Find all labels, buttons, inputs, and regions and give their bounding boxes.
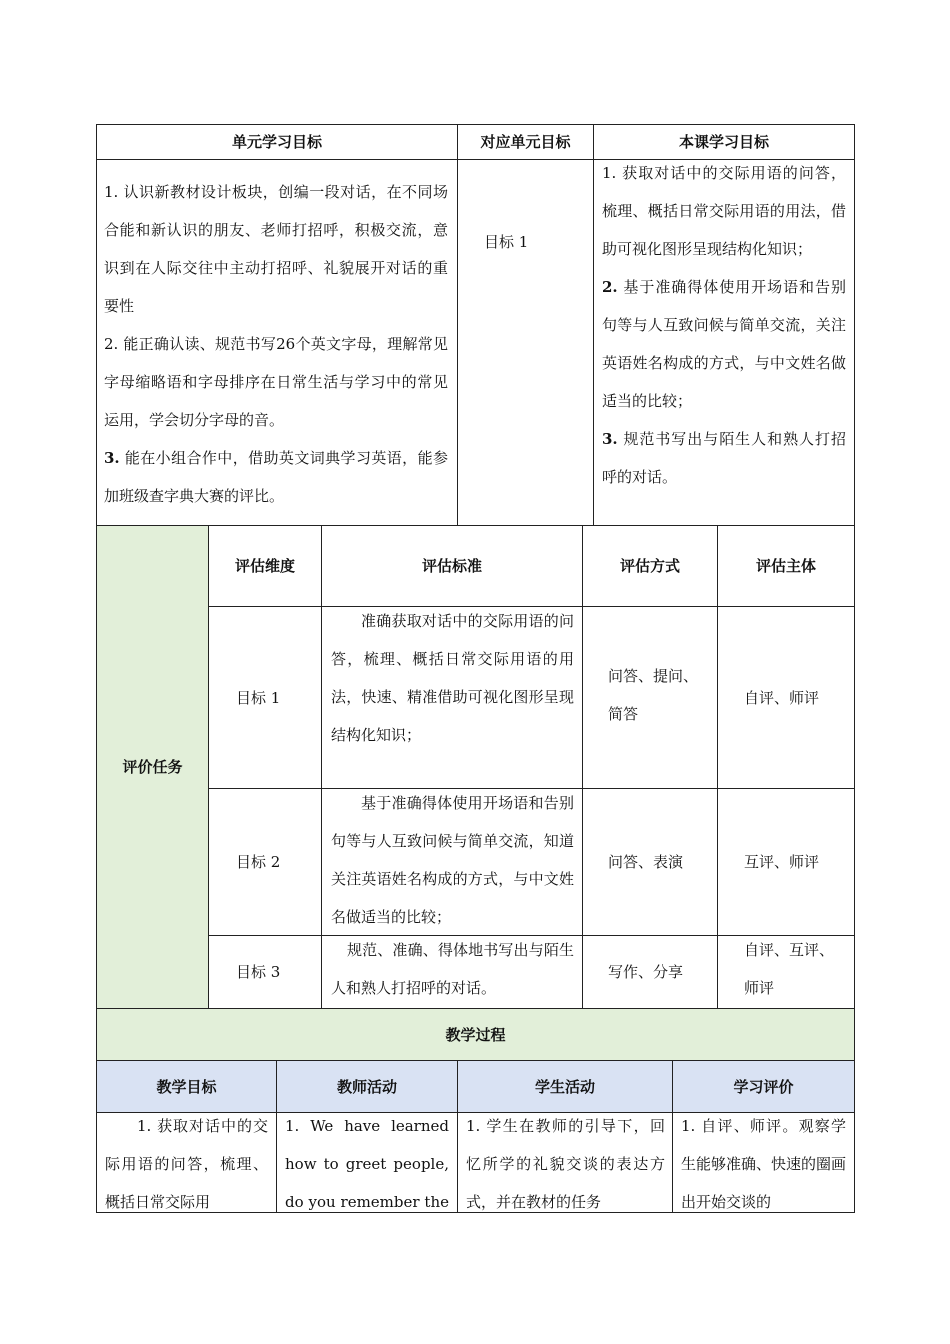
eval-row-3-dimension: 目标 3	[236, 963, 281, 981]
lesson-goals-list	[602, 154, 846, 496]
eval-row-2-method: 问答、表演	[608, 853, 684, 871]
lesson-goal-3: 3. 规范书写出与陌生人和熟人打招呼的对话。	[602, 430, 846, 486]
process-header-student: 学生活动	[534, 1077, 595, 1096]
corresponding-goal: 目标 1	[484, 233, 529, 251]
unit-goal-2: 2. 能正确认读、规范书写26个英文字母，理解常见字母缩略语和字母排序在日常生活与学习中的常见运用，学会切分字母的音。	[104, 335, 448, 429]
eval-row-2-subject: 互评、师评	[744, 853, 820, 871]
header-corresponding-goal: 对应单元目标	[480, 133, 571, 151]
process-row-goal: 1. 获取对话中的交际用语的问答，梳理、概括日常交际用	[105, 1117, 268, 1211]
eval-row-1-method: 问答、提问、简答	[608, 667, 699, 723]
process-header-goal: 教学目标	[156, 1077, 217, 1096]
unit-goal-3: 3. 能在小组合作中，借助英文词典学习英语，能参加班级查字典大赛的评比。	[104, 449, 448, 505]
header-lesson-goals: 本课学习目标	[678, 133, 769, 151]
process-row-eval: 1. 自评、师评。观察学生能够准确、快速的圈画出开始交谈的	[681, 1117, 847, 1211]
eval-header-subject: 评估主体	[755, 557, 816, 575]
lesson-goal-1: 1. 获取对话中的交际用语的问答，梳理、概括日常交际用语的用法，借助可视化图形呈现结构化知识；	[602, 164, 846, 258]
evaluation-label: 评价任务	[122, 758, 183, 776]
eval-header-standard: 评估标准	[421, 557, 482, 575]
eval-row-3-subject: 自评、互评、师评	[744, 941, 835, 997]
process-row-teacher: 1. We have learned how to greet people, do you remember the	[285, 1117, 449, 1211]
header-unit-goals: 单元学习目标	[231, 133, 322, 151]
unit-goals-list	[104, 173, 448, 515]
lesson-goal-2: 2. 基于准确得体使用开场语和告别句等与人互致问候与简单交流，关注英语姓名构成的方式，与中文姓名做适当的比较；	[602, 278, 846, 410]
eval-row-1-standard: 准确获取对话中的交际用语的问答，梳理、概括日常交际用语的用法，快速、精准借助可视化图形呈现结构化知识；	[331, 612, 574, 744]
eval-row-1-subject: 自评、师评	[744, 688, 820, 707]
process-row-student: 1. 学生在教师的引导下，回忆所学的礼貌交谈的表达方式，并在教材的任务	[466, 1117, 665, 1211]
process-row-clip	[97, 1113, 854, 1212]
eval-row-1-dimension: 目标 1	[236, 688, 281, 707]
eval-row-3-method: 写作、分享	[608, 963, 684, 981]
process-header-teacher: 教师活动	[336, 1077, 397, 1096]
process-title: 教学过程	[445, 1025, 506, 1044]
eval-header-method: 评估方式	[619, 557, 680, 575]
eval-row-3-standard: 规范、准确、得体地书写出与陌生人和熟人打招呼的对话。	[331, 941, 574, 997]
eval-row-2-standard: 基于准确得体使用开场语和告别句等与人互致问候与简单交流，知道关注英语姓名构成的方式，与中文姓名做适当的比较；	[331, 794, 574, 926]
eval-row-2-dimension: 目标 2	[236, 853, 281, 871]
process-header-eval: 学习评价	[733, 1077, 794, 1096]
eval-header-dimension: 评估维度	[234, 557, 295, 575]
unit-goal-1: 1. 认识新教材设计板块，创编一段对话，在不同场合能和新认识的朋友、老师打招呼，积极交流，意识到在人际交往中主动打招呼、礼貌展开对话的重要性	[104, 183, 448, 315]
